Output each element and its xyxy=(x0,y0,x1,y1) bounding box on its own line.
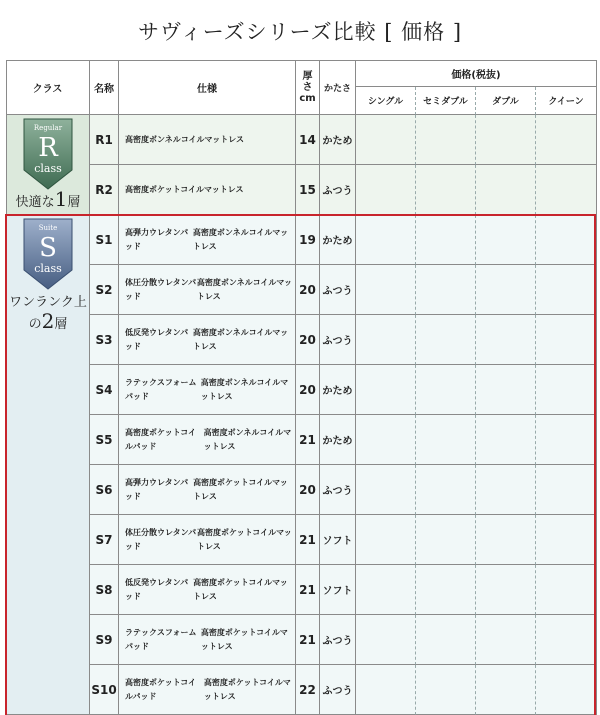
price-semi-double xyxy=(416,165,476,215)
row-hardness: かため xyxy=(320,115,356,165)
price-queen xyxy=(536,615,597,665)
row-spec-line-1: 体圧分散ウレタンパッド xyxy=(125,527,197,551)
row-spec-line-2: 高密度ポケットコイルマットレス xyxy=(200,627,288,651)
price-queen xyxy=(536,215,597,265)
price-queen xyxy=(536,565,597,615)
price-single xyxy=(356,565,416,615)
suite-caption-line2-pre: の xyxy=(28,317,42,332)
row-spec xyxy=(119,315,296,365)
row-name: R2 xyxy=(90,165,119,215)
row-spec xyxy=(119,565,296,615)
header-thickness-2: さ xyxy=(302,81,313,93)
suite-badge-small-text: Suite xyxy=(38,224,58,232)
header-hardness: かたさ xyxy=(320,60,356,115)
row-spec xyxy=(119,615,296,665)
price-semi-double xyxy=(416,365,476,415)
row-spec-line-2: 高密度ポケットコイルマットレス xyxy=(197,527,292,551)
row-thickness: 21 xyxy=(296,515,320,565)
price-semi-double xyxy=(416,515,476,565)
row-hardness: ふつう xyxy=(320,165,356,215)
row-spec-line-1: 低反発ウレタンパッド xyxy=(125,577,189,601)
row-thickness: 19 xyxy=(296,215,320,265)
suite-badge-word: class xyxy=(34,262,62,275)
row-spec-line-1: 高密度ポケットコイルパッド xyxy=(125,427,197,451)
header-price: 価格(税抜) xyxy=(356,60,597,87)
suite-caption-num: 2 xyxy=(41,309,55,333)
row-spec-line-1: 高密度ボンネルコイルマットレス xyxy=(125,134,244,144)
header-spec: 仕様 xyxy=(119,60,296,115)
row-hardness: ソフト xyxy=(320,565,356,615)
price-semi-double xyxy=(416,215,476,265)
row-name: S8 xyxy=(90,565,119,615)
row-thickness: 20 xyxy=(296,265,320,315)
row-spec-line-2: 高密度ポケットコイルマットレス xyxy=(203,677,291,701)
price-double xyxy=(476,665,536,715)
price-double xyxy=(476,415,536,465)
row-spec-line-2: 高密度ボンネルコイルマットレス xyxy=(196,277,293,301)
header-single: シングル xyxy=(356,87,416,115)
price-double xyxy=(476,315,536,365)
row-spec xyxy=(119,265,296,315)
regular-caption-num: 1 xyxy=(54,187,68,211)
suite-caption-line1: ワンランク上 xyxy=(9,295,87,310)
row-spec xyxy=(119,415,296,465)
row-thickness: 14 xyxy=(296,115,320,165)
suite-shield-icon xyxy=(23,218,73,290)
row-name: S2 xyxy=(90,265,119,315)
row-hardness: かため xyxy=(320,415,356,465)
price-single xyxy=(356,415,416,465)
price-double xyxy=(476,515,536,565)
price-single xyxy=(356,315,416,365)
row-hardness: かため xyxy=(320,215,356,265)
row-spec-line-1: 高密度ポケットコイルパッド xyxy=(125,677,197,701)
row-spec-line-2: 高密度ボンネルコイルマットレス xyxy=(203,427,292,451)
row-spec xyxy=(119,215,296,265)
page-title: サヴィーズシリーズ比較 [ 価格 ] xyxy=(137,20,463,44)
row-hardness: ふつう xyxy=(320,265,356,315)
row-spec xyxy=(119,365,296,415)
row-spec-line-2: 高密度ボンネルコイルマットレス xyxy=(192,327,289,351)
row-spec xyxy=(119,115,296,165)
price-single xyxy=(356,465,416,515)
row-thickness: 20 xyxy=(296,315,320,365)
price-single xyxy=(356,265,416,315)
price-queen xyxy=(536,415,597,465)
row-name: S9 xyxy=(90,615,119,665)
row-spec xyxy=(119,165,296,215)
header-semi-double: セミダブル xyxy=(416,87,476,115)
header-thickness-1: 厚 xyxy=(302,70,313,82)
row-thickness: 22 xyxy=(296,665,320,715)
row-name: S7 xyxy=(90,515,119,565)
suite-caption-post: 層 xyxy=(54,317,68,332)
header-name: 名称 xyxy=(90,60,119,115)
price-queen xyxy=(536,365,597,415)
price-semi-double xyxy=(416,565,476,615)
price-queen xyxy=(536,515,597,565)
row-name: S10 xyxy=(90,665,119,715)
regular-caption-post: 層 xyxy=(67,195,81,210)
price-single xyxy=(356,615,416,665)
price-semi-double xyxy=(416,665,476,715)
header-thickness xyxy=(296,60,320,115)
price-double xyxy=(476,615,536,665)
price-double xyxy=(476,215,536,265)
regular-shield-icon xyxy=(23,118,73,190)
price-double xyxy=(476,115,536,165)
regular-caption-pre: 快適な xyxy=(15,195,55,210)
regular-badge-letter: R xyxy=(38,133,58,163)
price-semi-double xyxy=(416,315,476,365)
row-spec-line-2: 高密度ボンネルコイルマットレス xyxy=(192,227,289,251)
row-hardness: ふつう xyxy=(320,315,356,365)
row-name: S4 xyxy=(90,365,119,415)
price-double xyxy=(476,165,536,215)
price-queen xyxy=(536,315,597,365)
row-spec-line-2: 高密度ポケットコイルマットレス xyxy=(193,477,288,501)
price-queen xyxy=(536,165,597,215)
row-spec-line-1: 高弾力ウレタンパッド xyxy=(125,227,189,251)
row-spec-line-1: ラテックスフォームパッド xyxy=(125,627,197,651)
price-double xyxy=(476,465,536,515)
suite-caption xyxy=(9,294,87,334)
row-thickness: 21 xyxy=(296,565,320,615)
price-semi-double xyxy=(416,465,476,515)
price-single xyxy=(356,215,416,265)
row-hardness: ふつう xyxy=(320,465,356,515)
regular-class-badge xyxy=(14,118,82,212)
row-spec xyxy=(119,515,296,565)
row-name: S1 xyxy=(90,215,119,265)
row-thickness: 21 xyxy=(296,415,320,465)
row-spec xyxy=(119,465,296,515)
suite-class-badge xyxy=(8,218,88,334)
row-spec-line-2: 高密度ボンネルコイルマットレス xyxy=(200,377,289,401)
row-thickness: 20 xyxy=(296,365,320,415)
price-single xyxy=(356,165,416,215)
header-double: ダブル xyxy=(476,87,536,115)
price-semi-double xyxy=(416,415,476,465)
row-hardness: ふつう xyxy=(320,665,356,715)
regular-badge-word: class xyxy=(34,162,62,175)
row-thickness: 20 xyxy=(296,465,320,515)
price-semi-double xyxy=(416,115,476,165)
price-single xyxy=(356,515,416,565)
header-thickness-3: cm xyxy=(299,92,316,104)
row-spec-line-2: 高密度ポケットコイルマットレス xyxy=(193,577,288,601)
row-spec-line-1: 低反発ウレタンパッド xyxy=(125,327,189,351)
price-queen xyxy=(536,265,597,315)
price-queen xyxy=(536,665,597,715)
row-hardness: ソフト xyxy=(320,515,356,565)
price-queen xyxy=(536,465,597,515)
price-semi-double xyxy=(416,265,476,315)
price-double xyxy=(476,265,536,315)
regular-badge-small-text: Regular xyxy=(33,124,63,132)
row-hardness: かため xyxy=(320,365,356,415)
row-spec-line-1: 高弾力ウレタンパッド xyxy=(125,477,189,501)
row-spec-line-1: 体圧分散ウレタンパッド xyxy=(125,277,197,301)
row-thickness: 21 xyxy=(296,615,320,665)
price-double xyxy=(476,565,536,615)
row-thickness: 15 xyxy=(296,165,320,215)
price-queen xyxy=(536,115,597,165)
row-spec-line-1: ラテックスフォームパッド xyxy=(125,377,197,401)
suite-badge-letter: S xyxy=(39,233,57,263)
suite-caption-line2 xyxy=(9,309,87,334)
row-spec xyxy=(119,665,296,715)
row-name: S3 xyxy=(90,315,119,365)
price-semi-double xyxy=(416,615,476,665)
row-name: S5 xyxy=(90,415,119,465)
price-single xyxy=(356,665,416,715)
price-single xyxy=(356,115,416,165)
regular-caption xyxy=(15,187,81,212)
row-name: R1 xyxy=(90,115,119,165)
row-spec-line-1: 高密度ポケットコイルマットレス xyxy=(125,184,244,194)
header-queen: クイーン xyxy=(536,87,597,115)
row-hardness: ふつう xyxy=(320,615,356,665)
price-single xyxy=(356,365,416,415)
row-name: S6 xyxy=(90,465,119,515)
price-double xyxy=(476,365,536,415)
header-class: クラス xyxy=(6,60,90,115)
